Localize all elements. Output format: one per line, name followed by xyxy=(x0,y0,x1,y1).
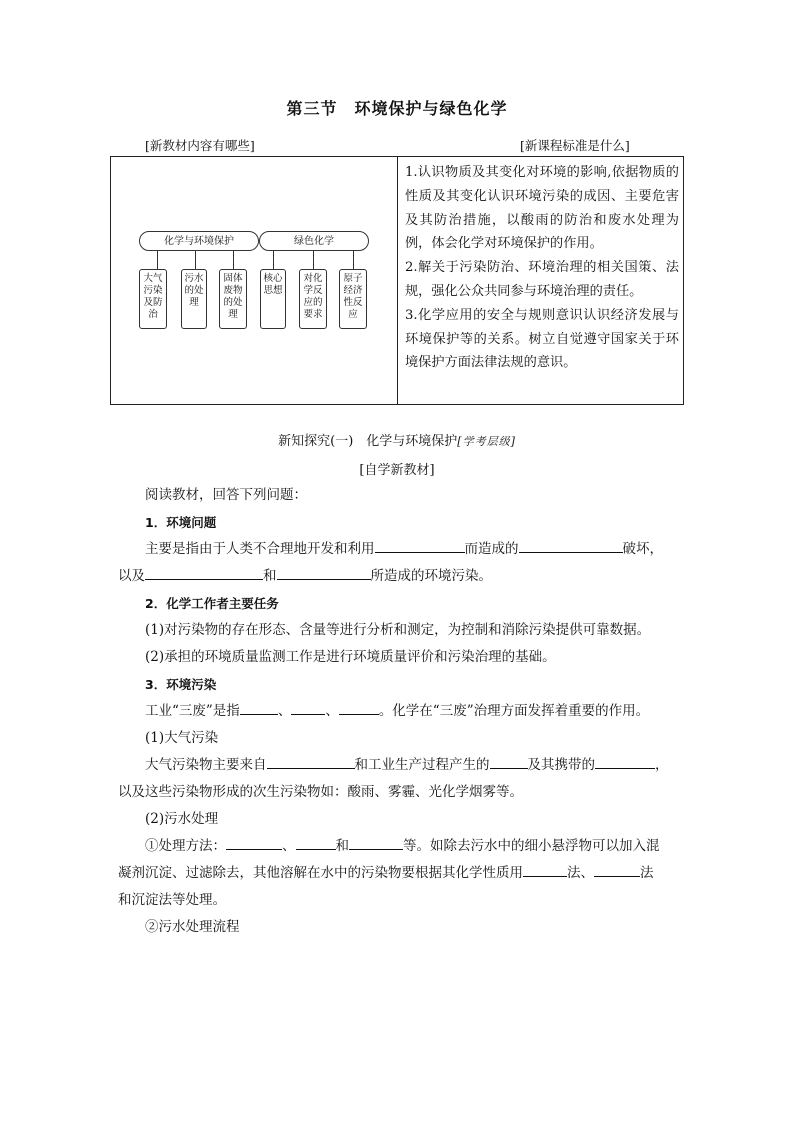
heading-air-pollution: (1)大气污染 xyxy=(145,730,219,746)
blank-field[interactable] xyxy=(490,754,528,769)
blank-field[interactable] xyxy=(240,700,278,715)
page-title: 第三节 环境保护与绿色化学 xyxy=(286,99,508,118)
connector xyxy=(195,251,196,269)
overview-table xyxy=(110,156,684,405)
connector xyxy=(273,251,274,269)
table-divider xyxy=(397,157,398,404)
paragraph-three-wastes: 工业“三废”是指 、 、 。化学在“三废”治理方面发挥着重要的作用。 xyxy=(145,698,685,725)
blank-field[interactable] xyxy=(267,754,355,769)
box-core-idea: 核心思想 xyxy=(260,269,286,329)
blank-field[interactable] xyxy=(375,538,465,553)
heading-sewage-flow: ②污水处理流程 xyxy=(145,919,240,935)
section-heading xyxy=(0,430,794,449)
standard-item: 2.解关于污染防治、环境治理的相关国策、法规，强化公众共同参与环境治理的责任。 xyxy=(405,260,679,299)
connector xyxy=(313,251,314,269)
heading-chemist-tasks: 2．化学工作者主要任务 xyxy=(145,596,279,611)
blank-field[interactable] xyxy=(145,565,263,580)
paragraph-air-pollution: 大气污染物主要来自 和工业生产过程产生的 及其携带的 ， xyxy=(145,752,685,779)
box-sewage: 污水的处理 xyxy=(181,269,207,329)
curriculum-standards xyxy=(405,161,679,375)
paragraph-sewage-methods-cont: 凝剂沉淀、过滤除去，其他溶解在水中的污染物要根据其化学性质用 法、 法 xyxy=(118,860,688,887)
standard-item: 1.认识物质及其变化对环境的影响,依据物质的性质及其变化认识环境污染的成因、主要危害及其防治措施，以酸雨的防治和废水处理为例，体会化学对环境保护的作用。 xyxy=(405,165,679,252)
blank-field[interactable] xyxy=(519,538,623,553)
task-2: (2)承担的环境质量监测工作是进行环境质量评价和污染治理的基础。 xyxy=(145,649,556,665)
pill-green-chemistry: 绿色化学 xyxy=(259,231,369,251)
box-solid-waste: 固体废物的处理 xyxy=(219,269,247,329)
section-title: 新知探究(一) 化学与环境保护 xyxy=(278,434,458,449)
task-1: (1)对污染物的存在形态、含量等进行分析和测定，为控制和消除污染提供可靠数据。 xyxy=(145,622,651,638)
paragraph-sewage-methods: ①处理方法： 、 和 等。如除去污水中的细小悬浮物可以加入混 xyxy=(145,833,685,860)
blank-field[interactable] xyxy=(523,862,567,877)
standard-item: 3.化学应用的安全与规则意识认识经济发展与环境保护等的关系。树立自觉遵守国家关于环境保护方面法律法规的意识。 xyxy=(405,307,679,371)
connector xyxy=(353,251,354,269)
paragraph-environment-issues-cont: 以及 和 所造成的环境污染。 xyxy=(118,563,658,590)
connector xyxy=(233,251,234,269)
blank-field[interactable] xyxy=(349,835,403,850)
blank-field[interactable] xyxy=(339,700,379,715)
heading-environment-issues: 1．环境问题 xyxy=(145,515,217,530)
blank-field[interactable] xyxy=(277,565,371,580)
paragraph-sewage-methods-end: 和沉淀法等处理。 xyxy=(118,892,226,908)
connector xyxy=(157,251,158,269)
heading-sewage: (2)污水处理 xyxy=(145,811,219,827)
box-atom-economy: 原子经济性反应 xyxy=(339,269,367,329)
blank-field[interactable] xyxy=(226,835,282,850)
blank-field[interactable] xyxy=(291,700,325,715)
blank-field[interactable] xyxy=(594,862,640,877)
intro-text: 阅读教材，回答下列问题： xyxy=(145,487,307,503)
section-subheading: [自学新教材] xyxy=(359,463,435,478)
heading-pollution: 3．环境污染 xyxy=(145,677,217,692)
blank-field[interactable] xyxy=(296,835,336,850)
pill-environment-protection: 化学与环境保护 xyxy=(139,231,259,251)
left-header: [新教材内容有哪些] xyxy=(145,138,255,153)
level-tag: [学考层级] xyxy=(457,435,516,448)
concept-diagram xyxy=(133,227,373,337)
box-air-pollution: 大气污染及防治 xyxy=(139,269,167,329)
right-header: [新课程标准是什么] xyxy=(520,138,630,153)
box-reaction-requirement: 对化学反应的要求 xyxy=(299,269,327,329)
paragraph-environment-issues: 主要是指由于人类不合理地开发和利用 而造成的 破坏， xyxy=(145,536,685,563)
paragraph-air-pollution-cont: 以及这些污染物形成的次生污染物如：酸雨、雾霾、光化学烟雾等。 xyxy=(118,784,523,800)
blank-field[interactable] xyxy=(595,754,655,769)
